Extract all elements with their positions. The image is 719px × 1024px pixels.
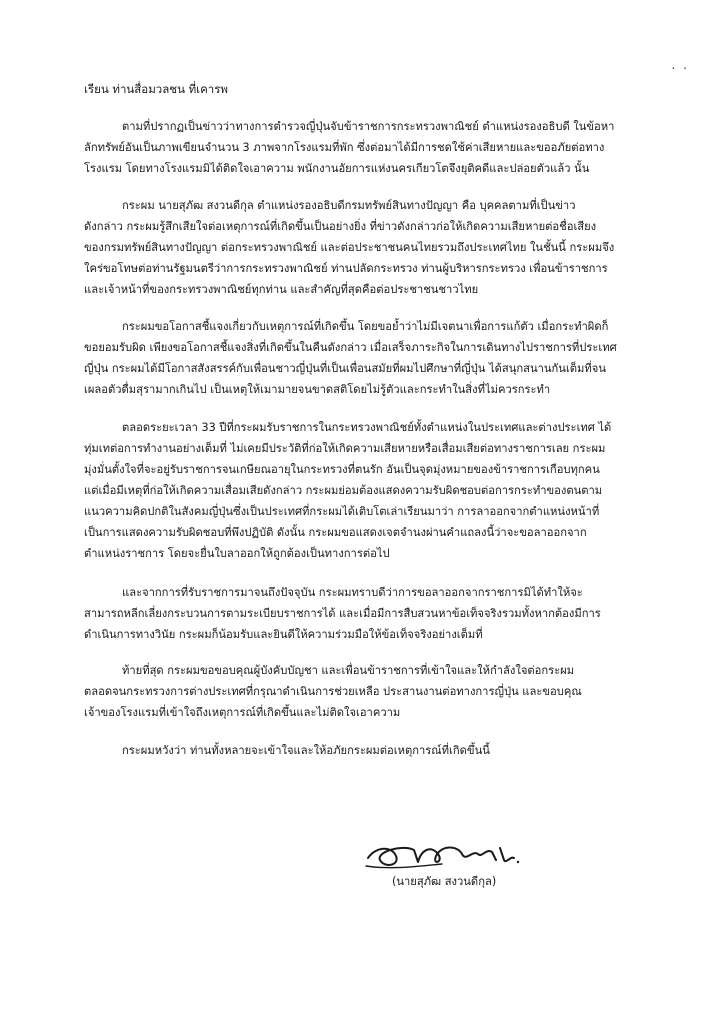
paragraph-line: ญี่ปุ่น กระผมได้มีโอกาสสังสรรค์กับเพื่อนชาวญี่ปุ่นที่เป็นเพื่อนสมัยที่ผมไปศึกษาที่ญี่ปุ่น ได้สนุกสนานกันเต็มที่จน <box>84 362 606 375</box>
paragraph-line: ทุ่มเทต่อการทำงานอย่างเต็มที่ ไม่เคยมีประวัติที่ก่อให้เกิดความเสียหายหรือเสื่อมเสียต่อทางราชการเลย กระผม <box>84 442 606 455</box>
handwritten-signature <box>362 836 522 876</box>
paragraph-line: ดังกล่าว กระผมรู้สึกเสียใจต่อเหตุการณ์ที่เกิดขึ้นเป็นอย่างยิ่ง ที่ข่าวดังกล่าวก่อให้เกิดความเสียหายต่อชื่อเสียง <box>84 220 597 233</box>
paragraph-line: เป็นการแสดงความรับผิดชอบที่พึงปฏิบัติ ดังนั้น กระผมขอแสดงเจตจำนงผ่านคำแถลงนี้ว่าจะขอลาออกจาก <box>84 526 587 539</box>
signatory-name: (นายสุภัฒ สงวนดีกุล) <box>392 875 497 888</box>
paragraph-line: ตลอดจนกระทรวงการต่างประเทศที่กรุณาดำเนินการช่วยเหลือ ประสานงานต่อทางการญี่ปุ่น และขอบคุณ <box>84 685 582 698</box>
paragraph-line: และเจ้าหน้าที่ของกระทรวงพาณิชย์ทุกท่าน และสำคัญที่สุดคือต่อประชาชนชาวไทย <box>84 283 479 296</box>
paragraph-line: กระผมขอโอกาสชี้แจงเกี่ยวกับเหตุการณ์ที่เกิดขึ้น โดยขอย้ำว่าไม่มีเจตนาเพื่อการแก้ตัว เมื่อกระทำผิดก็ <box>122 320 609 333</box>
corner-dots: . . <box>671 58 689 72</box>
paragraph-line: แต่เมื่อมีเหตุที่ก่อให้เกิดความเสื่อมเสียดังกล่าว กระผมย่อมต้องแสดงความรับผิดชอบต่อการกระทำของตนตาม <box>84 484 603 497</box>
paragraph-line: กระผมหวังว่า ท่านทั้งหลายจะเข้าใจและให้อภัยกระผมต่อเหตุการณ์ที่เกิดขึ้นนี้ <box>122 744 490 757</box>
paragraph-line: ของกรมทรัพย์สินทางปัญญา ต่อกระทรวงพาณิชย์ และต่อประชาชนคนไทยรวมถึงประเทศไทย ในชั้นนี้ กระผมจึง <box>84 241 615 254</box>
paragraph-line: เผลอตัวดื่มสุรามากเกินไป เป็นเหตุให้เมามายจนขาดสติโดยไม่รู้ตัวและกระทำในสิ่งที่ไม่ควรกระทำ <box>84 383 551 396</box>
paragraph-1 <box>84 116 664 179</box>
paragraph-2 <box>84 195 664 300</box>
paragraph-4 <box>84 417 664 564</box>
paragraph-line: ท้ายที่สุด กระผมขอขอบคุณผู้บังคับบัญชา และเพื่อนข้าราชการที่เข้าใจและให้กำลังใจต่อกระผม <box>122 664 575 677</box>
salutation: เรียน ท่านสื่อมวลชน ที่เคารพ <box>84 82 229 96</box>
paragraph-5 <box>84 582 664 645</box>
paragraph-7 <box>84 740 664 761</box>
paragraph-line: เจ้าของโรงแรมที่เข้าใจถึงเหตุการณ์ที่เกิดขึ้นและไม่ติดใจเอาความ <box>84 706 401 719</box>
paragraph-line: กระผม นายสุภัฒ สงวนดีกุล ตำแหน่งรองอธิบดีกรมทรัพย์สินทางปัญญา คือ บุคคลตามที่เป็นข่าว <box>122 199 576 212</box>
paragraph-line: โรงแรม โดยทางโรงแรมมิได้ติดใจเอาความ พนักงานอัยการแห่งนครเกียวโตจึงยุติคดีและปล่อยตัวแล้ว นั้น <box>84 162 590 175</box>
paragraph-line: มุ่งมั่นตั้งใจที่จะอยู่รับราชการจนเกษียณอายุในกระทรวงที่ตนรัก อันเป็นจุดมุ่งหมายของข้าราชการเกือบทุกคน <box>84 463 600 476</box>
paragraph-line: สามารถหลีกเลี่ยงกระบวนการตามระเบียบราชการได้ และเมื่อมีการสืบสวนหาข้อเท็จจริงรวมทั้งหากต้องมีการ <box>84 607 601 620</box>
paragraph-line: ตามที่ปรากฏเป็นข่าวว่าทางการตำรวจญี่ปุ่นจับข้าราชการกระทรวงพาณิชย์ ตำแหน่งรองอธิบดี ในข้อหา <box>122 120 615 133</box>
paragraph-line: ใคร่ขอโทษต่อท่านรัฐมนตรีว่าการกระทรวงพาณิชย์ ท่านปลัดกระทรวง ท่านผู้บริหารกระทรวง เพื่อนข้าราชการ <box>84 262 608 275</box>
paragraph-line: ลักทรัพย์อันเป็นภาพเขียนจำนวน 3 ภาพจากโรงแรมที่พัก ซึ่งต่อมาได้มีการชดใช้ค่าเสียหายและขออภัยต่อทาง <box>84 141 605 154</box>
paragraph-3 <box>84 316 664 400</box>
paragraph-line: ตำแหน่งราชการ โดยจะยื่นใบลาออกให้ถูกต้องเป็นทางการต่อไป <box>84 547 390 560</box>
paragraph-line: และจากการที่รับราชการมาจนถึงปัจจุบัน กระผมทราบดีว่าการขอลาออกจากราชการมิได้ทำให้จะ <box>122 586 583 599</box>
paragraph-line: ขอยอมรับผิด เพียงขอโอกาสชี้แจงสิ่งที่เกิดขึ้นในคืนดังกล่าว เมื่อเสร็จภาระกิจในการเดินทางไปราชการที่ประเทศ <box>84 341 617 354</box>
paragraph-line: แนวความคิดปกติในสังคมญี่ปุ่นซึ่งเป็นประเทศที่กระผมได้เติบโตเล่าเรียนมาว่า การลาออกจากตำแหน่งหน้าที่ <box>84 505 600 518</box>
paragraph-line: ดำเนินการทางวินัย กระผมก็น้อมรับและยินดีให้ความร่วมมือให้ข้อเท็จจริงอย่างเต็มที่ <box>84 628 483 641</box>
paragraph-line: ตลอดระยะเวลา 33 ปีที่กระผมรับราชการในกระทรวงพาณิชย์ทั้งตำแหน่งในประเทศและต่างประเทศ ได้ <box>122 421 612 434</box>
paragraph-6 <box>84 660 664 723</box>
